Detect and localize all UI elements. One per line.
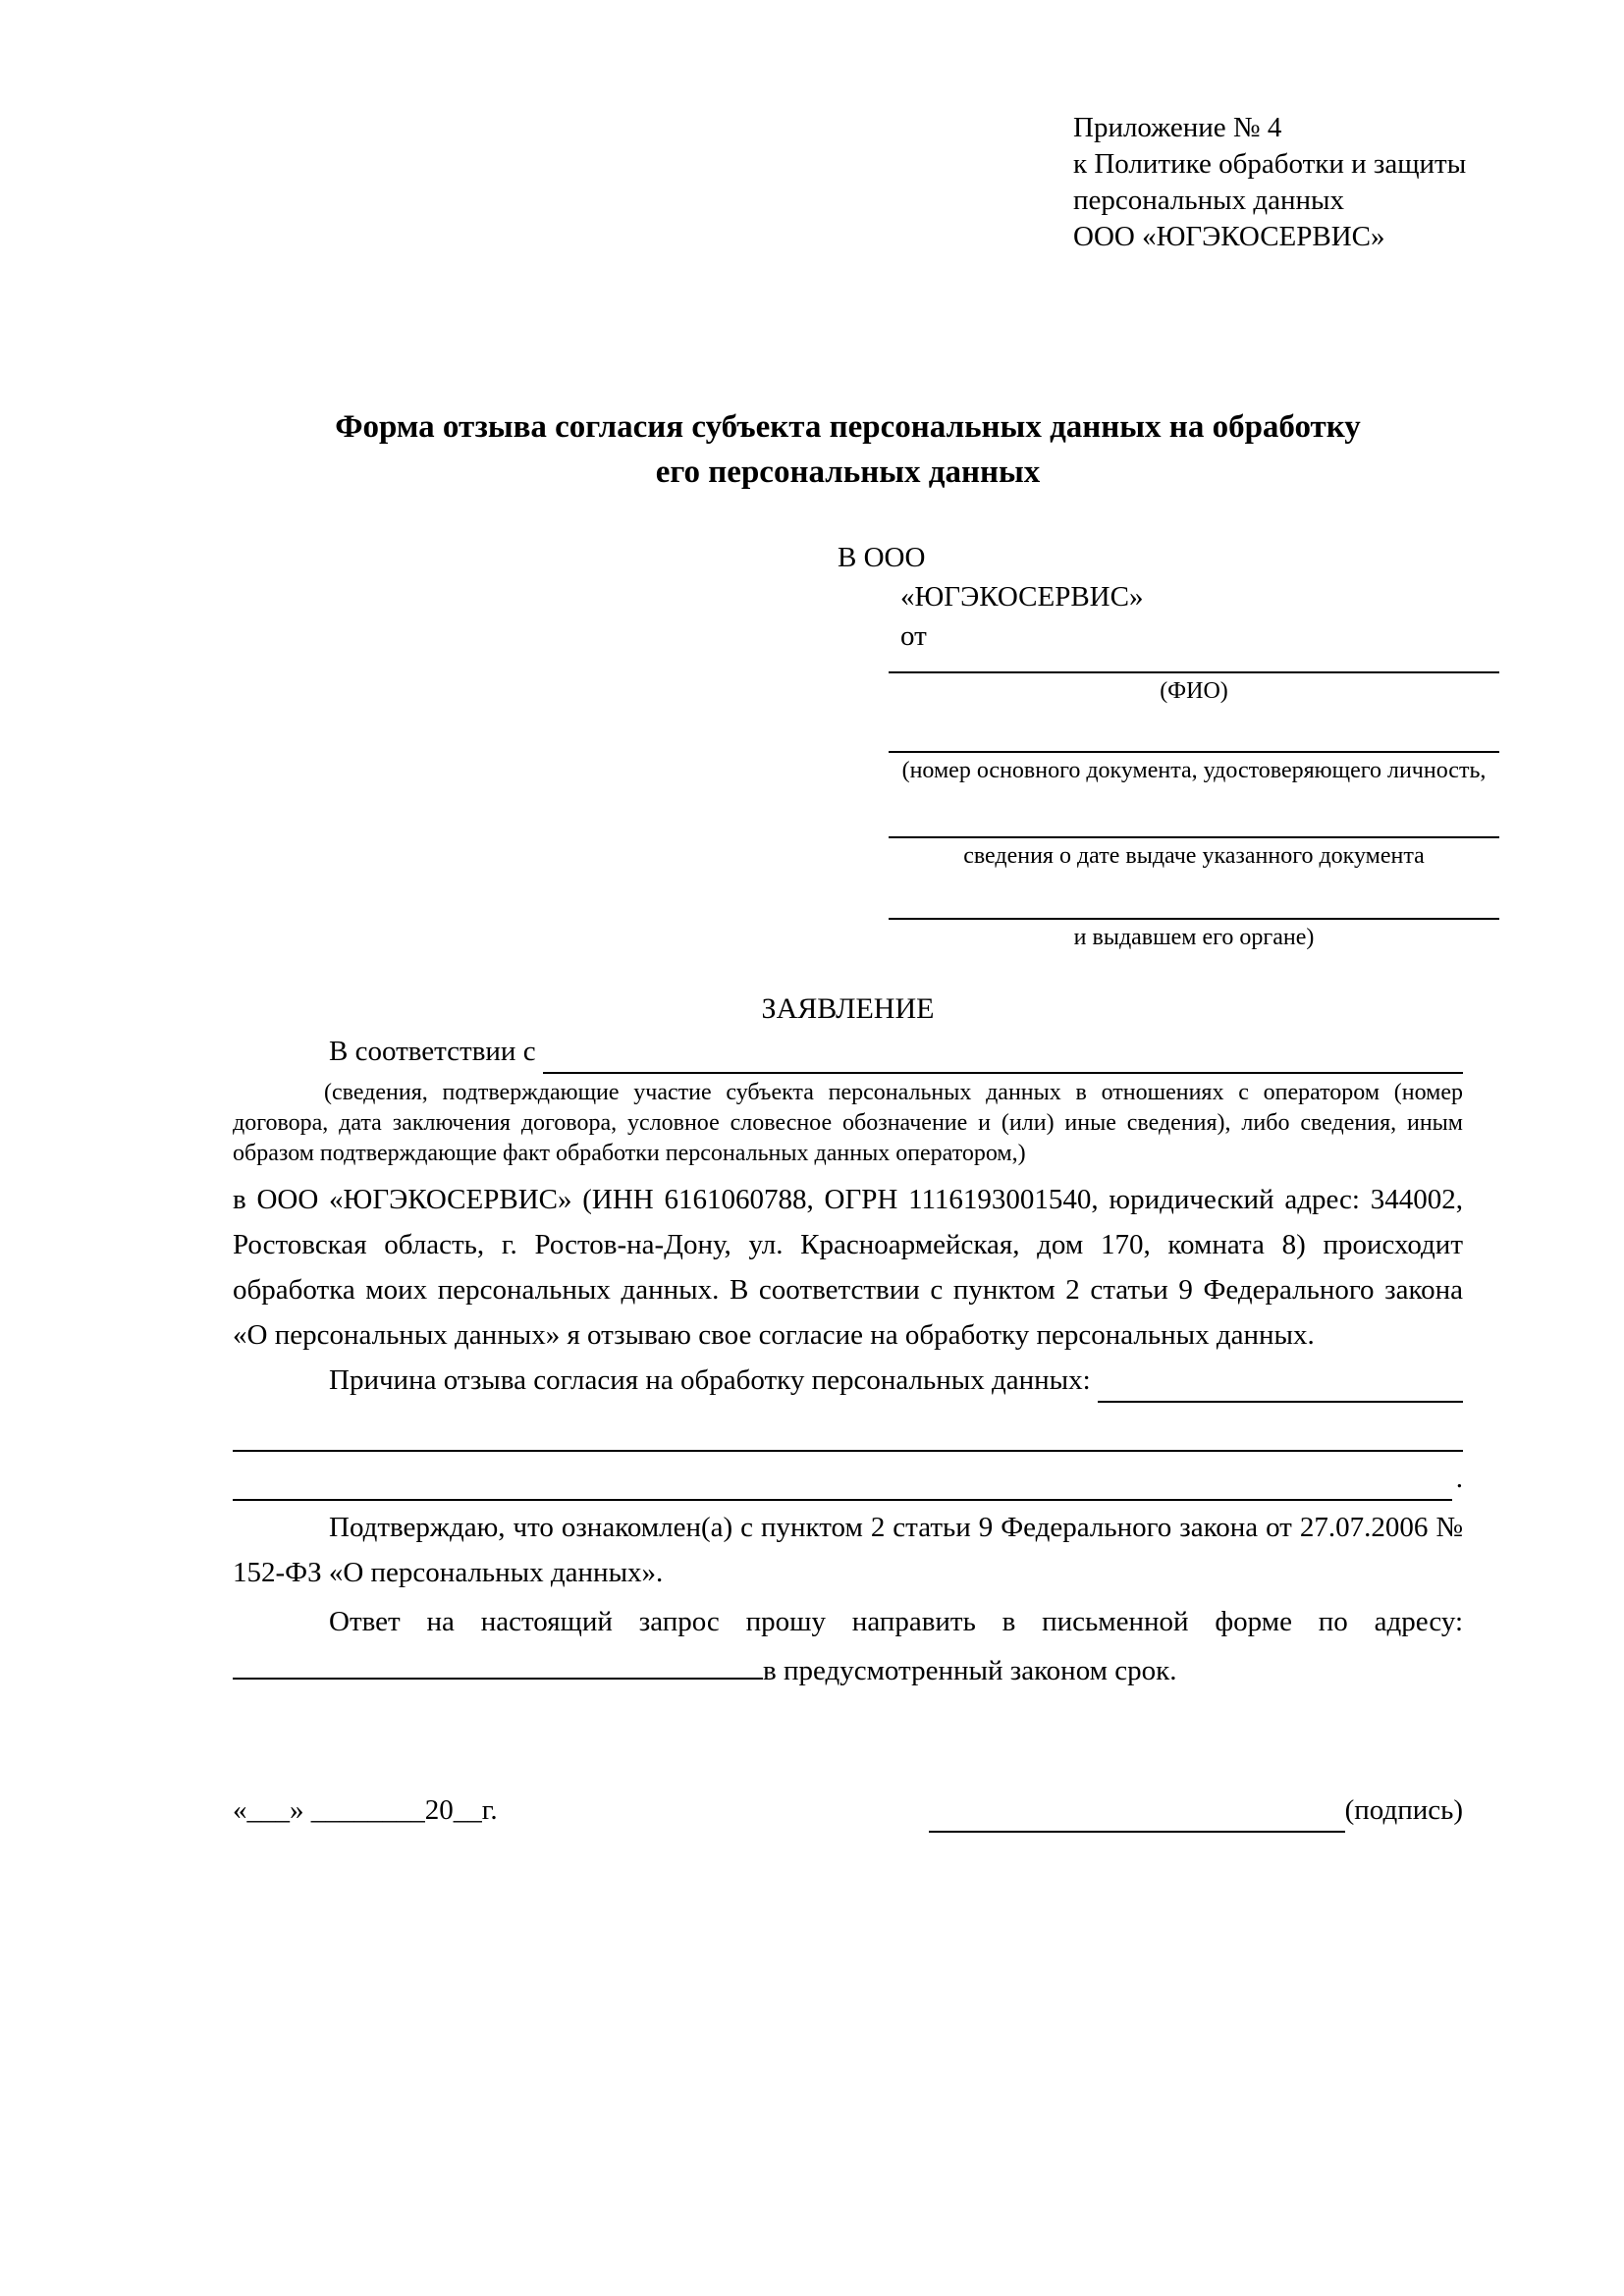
- reason-extra-row: [233, 1452, 1463, 1501]
- fio-field: [889, 656, 1499, 706]
- issue-date-field: [889, 785, 1499, 871]
- appendix-line: Приложение № 4: [1073, 112, 1282, 143]
- issuing-authority-blank-line[interactable]: [889, 871, 1499, 920]
- issue-date-blank-line[interactable]: [889, 785, 1499, 838]
- addressee-block: [838, 538, 1499, 952]
- reason-blank-line-2[interactable]: [233, 1403, 1463, 1452]
- signature-label: (подпись): [1344, 1794, 1463, 1826]
- addressee-company-prefix: В ООО: [838, 542, 926, 573]
- confirmation-paragraph: Подтверждаю, что ознакомлен(а) с пунктом 2 статьи 9 Федерального закона от 27.07.2006 № 152-ФЗ «О персональных данных».: [233, 1512, 1463, 1588]
- signature-blank-line[interactable]: [929, 1791, 1345, 1833]
- reply-tail: в предусмотренный законом срок.: [763, 1655, 1177, 1686]
- fio-blank-line[interactable]: [889, 656, 1499, 673]
- document-number-field: [889, 706, 1499, 785]
- issuing-authority-caption: и выдавшем его органе): [1073, 925, 1315, 950]
- issue-date-caption: сведения о дате выдаче указанного документа: [963, 843, 1425, 869]
- body-paragraph: в ООО «ЮГЭКОСЕРВИС» (ИНН 6161060788, ОГРН 1116193001540, юридический адрес: 344002, Ростовская область, г. Ростов-на-Дону, ул. Красноармейская, дом 170, комната 8) происходит обработка моих персональных данных. В соответствии с пунктом 2 статьи 9 Федерального закона «О персональных данных» я отзываю свое согласие на обработку персональных данных.: [233, 1184, 1463, 1351]
- reason-blank-line[interactable]: [1098, 1362, 1463, 1403]
- footnote-text: (сведения, подтверждающие участие субъекта персональных данных в отношениях с оператором (номер договора, дата заключения договора, условное словесное обозначение и (или) иные сведения), либо сведения, иным образом подтверждающие факт обработки персональных данных оператором,): [233, 1080, 1463, 1166]
- reason-blank-line-3[interactable]: [233, 1452, 1452, 1501]
- document-title-line: его персональных данных: [655, 454, 1041, 490]
- statement-heading: ЗАЯВЛЕНИЕ: [761, 992, 935, 1025]
- appendix-block: [1073, 110, 1467, 255]
- document-title: [233, 404, 1463, 495]
- document-title-line: Форма отзыва согласия субъекта персональных данных на обработку: [335, 409, 1361, 445]
- fio-caption: (ФИО): [1160, 678, 1228, 704]
- reason-extra-row: [233, 1403, 1463, 1452]
- reply-lead: Ответ на настоящий запрос прошу направить в письменной форме по адресу:: [329, 1606, 1463, 1637]
- document-number-blank-line[interactable]: [889, 706, 1499, 753]
- addressee-from-label: от: [900, 620, 927, 652]
- signature-row: [233, 1788, 1463, 1833]
- addressee-company-name: «ЮГЭКОСЕРВИС»: [900, 581, 1144, 613]
- appendix-line: персональных данных: [1073, 185, 1345, 216]
- accordance-lead: В соответствии с: [329, 1036, 543, 1067]
- reason-terminator: .: [1455, 1463, 1463, 1494]
- appendix-line: ООО «ЮГЭКОСЕРВИС»: [1073, 221, 1385, 252]
- reply-paragraph: [233, 1599, 1463, 1693]
- date-blank-text[interactable]: «___» ________20__г.: [233, 1794, 498, 1826]
- signature-group: [929, 1788, 1463, 1833]
- document-number-caption: (номер основного документа, удостоверяющего личность,: [901, 758, 1487, 783]
- address-blank-line[interactable]: [233, 1644, 763, 1680]
- appendix-line: к Политике обработки и защиты: [1073, 148, 1467, 180]
- issuing-authority-field: [889, 871, 1499, 952]
- accordance-row: [233, 1029, 1463, 1074]
- reason-row: [233, 1358, 1463, 1403]
- reason-lead: Причина отзыва согласия на обработку персональных данных:: [329, 1364, 1098, 1396]
- accordance-blank-line[interactable]: [543, 1033, 1463, 1074]
